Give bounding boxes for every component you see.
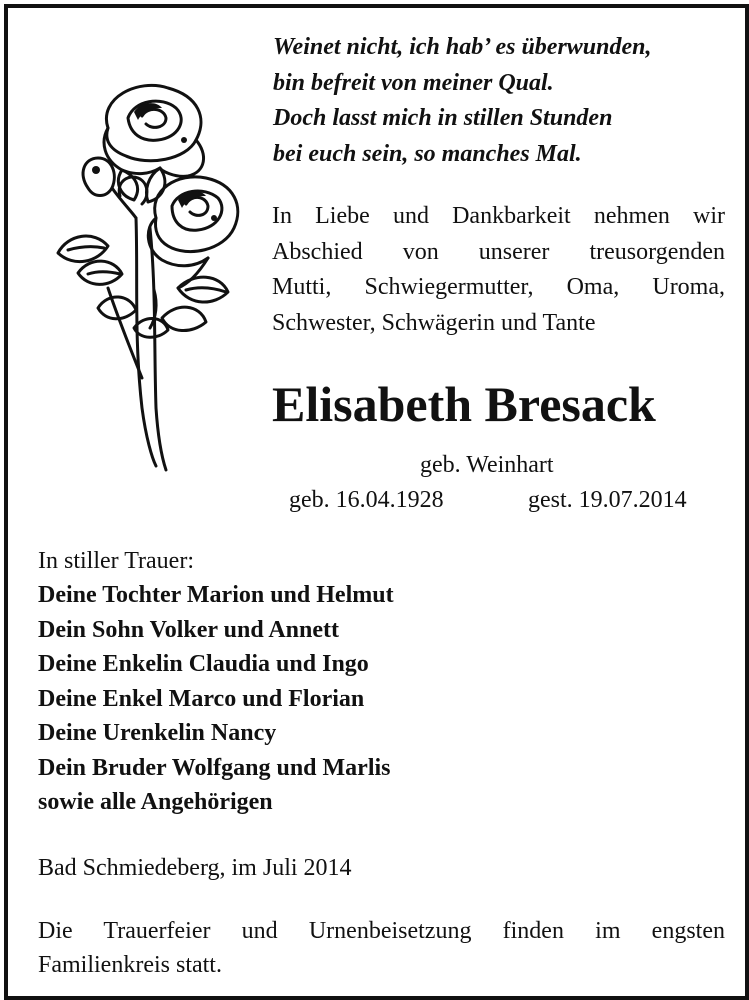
farewell-intro xyxy=(272,199,725,341)
roses-illustration xyxy=(38,78,248,473)
poem-line: Weinet nicht, ich hab’ es überwunden, xyxy=(273,34,652,60)
mourner: Deine Enkelin Claudia und Ingo xyxy=(38,651,369,677)
mourner: Deine Enkel Marco und Florian xyxy=(38,685,365,712)
poem-line: Doch lasst mich in stillen Stunden xyxy=(273,105,613,131)
mourner: Deine Urenkelin Nancy xyxy=(38,720,277,746)
funeral-notice xyxy=(38,914,725,982)
obituary-frame xyxy=(4,4,749,1000)
deceased-name: Elisabeth Bresack xyxy=(272,376,656,432)
poem-line: bei euch sein, so manches Mal. xyxy=(273,140,582,167)
intro-line: In Liebe und Dankbarkeit nehmen wir xyxy=(272,203,725,229)
death-date: gest. 19.07.2014 xyxy=(528,487,687,513)
mourner: Dein Sohn Volker und Annett xyxy=(38,616,340,643)
mourning-intro: In stiller Trauer: xyxy=(38,548,194,574)
mourners-list xyxy=(38,578,394,820)
maiden-name: geb. Weinhart xyxy=(420,452,554,478)
intro-line: Schwester, Schwägerin und Tante xyxy=(272,309,596,336)
intro-line: Abschied von unserer treusorgenden xyxy=(272,238,725,265)
mourner: Deine Tochter Marion und Helmut xyxy=(38,582,394,608)
place-date: Bad Schmiedeberg, im Juli 2014 xyxy=(38,855,352,881)
birth-date: geb. 16.04.1928 xyxy=(289,487,444,513)
poem-line: bin befreit von meiner Qual. xyxy=(273,69,554,96)
mourner: Dein Bruder Wolfgang und Marlis xyxy=(38,754,391,781)
intro-line: Mutti, Schwiegermutter, Oma, Uroma, xyxy=(272,274,725,300)
notice-line: Familienkreis statt. xyxy=(38,952,222,978)
notice-line: Die Trauerfeier und Urnenbeisetzung finden im engsten xyxy=(38,918,725,944)
mourner: sowie alle Angehörigen xyxy=(38,789,273,815)
poem xyxy=(273,30,743,172)
